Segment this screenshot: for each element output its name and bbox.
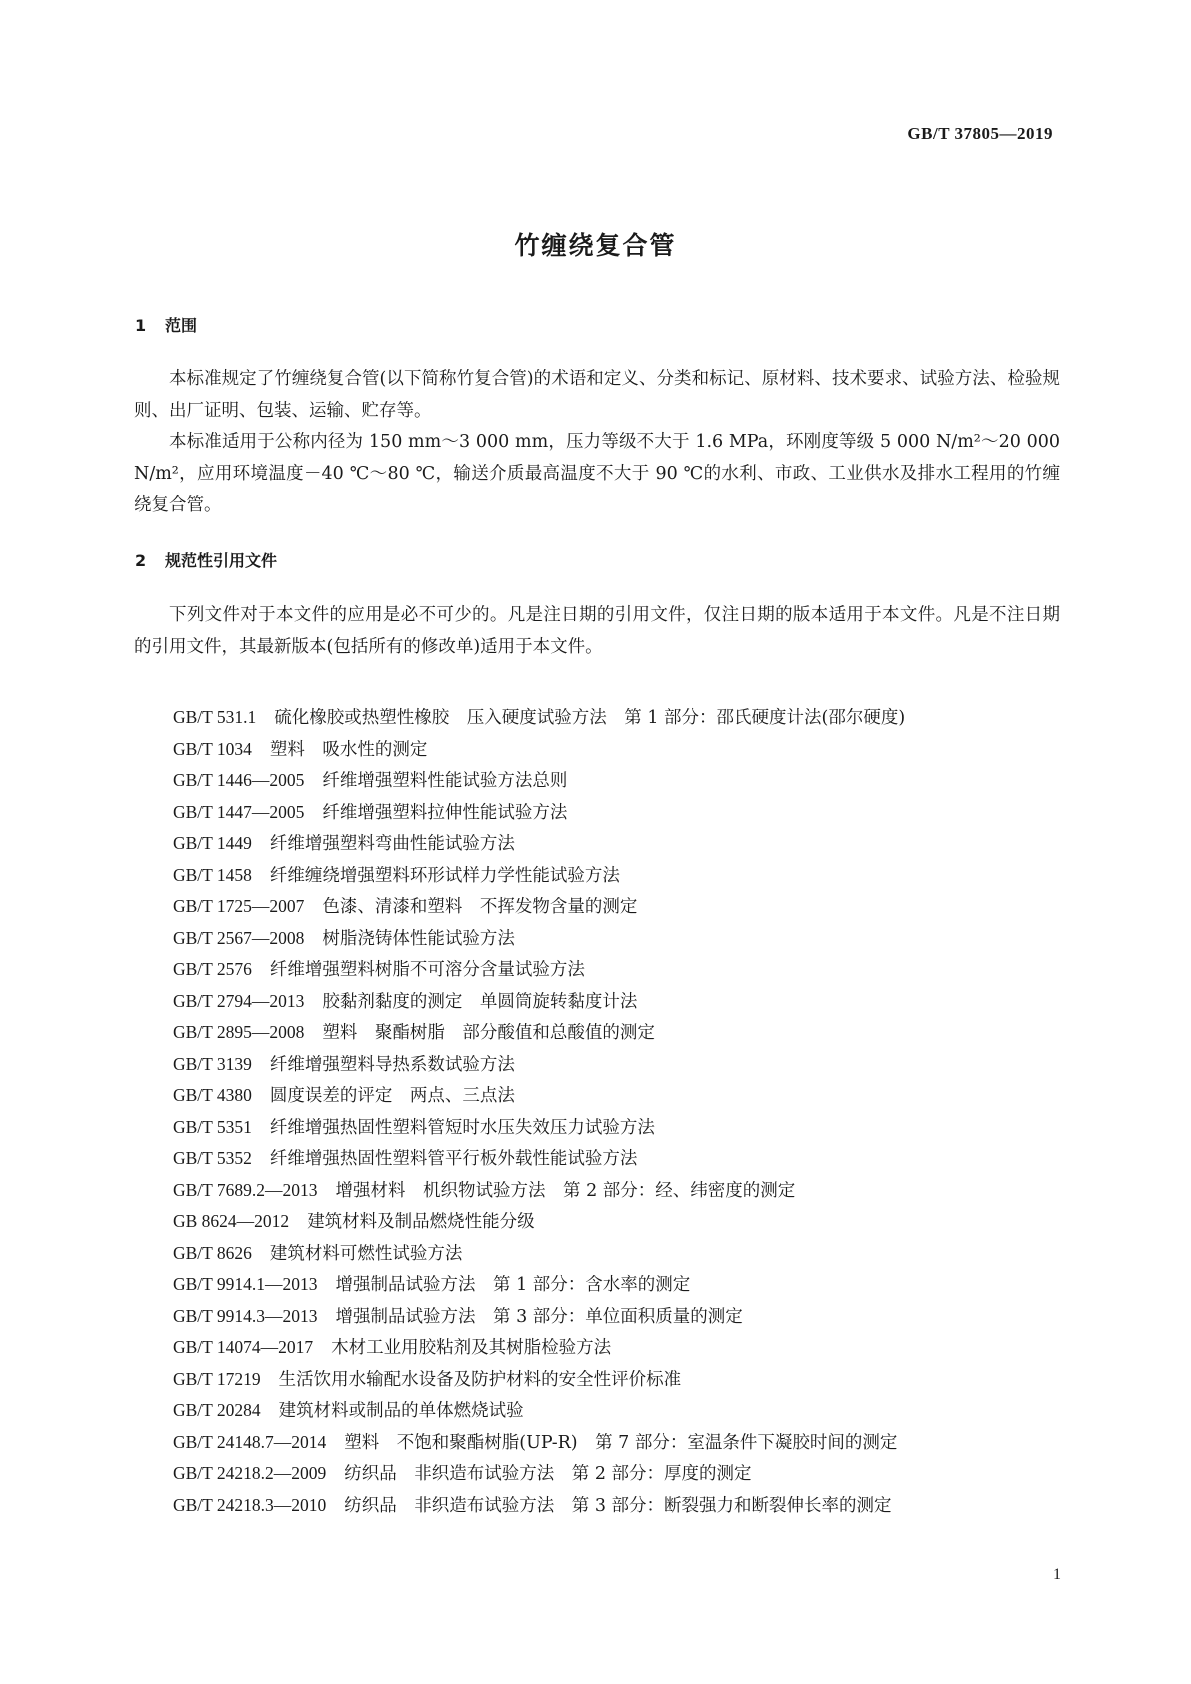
reference-item bbox=[173, 954, 1073, 986]
reference-item bbox=[173, 797, 1073, 829]
reference-code: GB/T 2895—2008 bbox=[173, 1022, 305, 1042]
reference-item bbox=[173, 860, 1073, 892]
reference-code: GB/T 1447—2005 bbox=[173, 801, 305, 822]
reference-title: 纺织品 非织造布试验方法 第 3 部分：断裂强力和断裂伸长率的测定 bbox=[344, 1495, 892, 1516]
reference-title: 塑料 吸水性的测定 bbox=[269, 739, 428, 760]
reference-code: GB/T 24148.7—2014 bbox=[173, 1431, 327, 1452]
reference-item bbox=[173, 1395, 1073, 1427]
section-1-paragraph-2: 本标准适用于公称内径为 150 mm～3 000 mm，压力等级不大于 1.6 MPa，环刚度等级 5 000 N/m²～20 000 N/m²，应用环境温度－40 ℃～80 ℃，输送介质最高温度不大于 90 ℃的水利、市政、工业供水及排水工程用的竹缠绕复合管。 bbox=[134, 432, 1060, 515]
reference-title: 生活饮用水输配水设备及防护材料的安全性评价标准 bbox=[278, 1369, 682, 1390]
reference-title: 纤维增强塑料性能试验方法总则 bbox=[322, 771, 568, 791]
reference-code: GB/T 3139 bbox=[173, 1053, 252, 1074]
section-number: 2 bbox=[135, 551, 147, 570]
reference-code: GB/T 17219 bbox=[173, 1368, 261, 1389]
document-title: 竹缠绕复合管 bbox=[514, 231, 677, 260]
reference-item bbox=[173, 1490, 1073, 1522]
page-number: 1 bbox=[1053, 1566, 1061, 1583]
reference-title: 硫化橡胶或热塑性橡胶 压入硬度试验方法 第 1 部分：邵氏硬度计法(邵尔硬度) bbox=[274, 708, 906, 728]
reference-item bbox=[173, 1364, 1073, 1396]
reference-title: 纤维增强塑料拉伸性能试验方法 bbox=[322, 802, 568, 823]
reference-title: 增强材料 机织物试验方法 第 2 部分：经、纬密度的测定 bbox=[335, 1180, 796, 1201]
section-1-paragraph-1: 本标准规定了竹缠绕复合管(以下简称竹复合管)的术语和定义、分类和标记、原材料、技术要求、试验方法、检验规则、出厂证明、包装、运输、贮存等。 bbox=[134, 369, 1060, 421]
reference-title: 塑料 聚酯树脂 部分酸值和总酸值的测定 bbox=[322, 1023, 655, 1043]
reference-item bbox=[173, 1206, 1073, 1238]
reference-item bbox=[173, 1175, 1073, 1207]
reference-code: GB/T 1034 bbox=[173, 738, 252, 759]
reference-title: 建筑材料可燃性试验方法 bbox=[269, 1243, 463, 1264]
reference-code: GB/T 1458 bbox=[173, 864, 252, 885]
reference-item bbox=[173, 734, 1073, 766]
reference-code: GB/T 5351 bbox=[173, 1116, 252, 1137]
reference-item bbox=[173, 828, 1073, 860]
reference-title: 建筑材料及制品燃烧性能分级 bbox=[307, 1212, 535, 1232]
reference-item bbox=[173, 765, 1073, 797]
reference-item bbox=[173, 923, 1073, 955]
reference-code: GB/T 2794—2013 bbox=[173, 990, 305, 1011]
reference-item bbox=[173, 1143, 1073, 1175]
reference-code: GB 8624—2012 bbox=[173, 1211, 290, 1231]
reference-item bbox=[173, 1427, 1073, 1459]
reference-item bbox=[173, 891, 1073, 923]
reference-title: 纤维增强热固性塑料管平行板外载性能试验方法 bbox=[269, 1149, 638, 1169]
reference-item bbox=[173, 986, 1073, 1018]
reference-code: GB/T 1449 bbox=[173, 833, 252, 853]
reference-item bbox=[173, 702, 1073, 734]
reference-item bbox=[173, 1301, 1073, 1333]
reference-code: GB/T 5352 bbox=[173, 1148, 252, 1168]
section-title: 规范性引用文件 bbox=[165, 551, 278, 570]
reference-title: 纤维缠绕增强塑料环形试样力学性能试验方法 bbox=[269, 865, 620, 886]
reference-title: 胶黏剂黏度的测定 单圆筒旋转黏度计法 bbox=[322, 991, 638, 1012]
reference-code: GB/T 4380 bbox=[173, 1085, 252, 1105]
reference-item bbox=[173, 1269, 1073, 1301]
reference-title: 纤维增强塑料树脂不可溶分含量试验方法 bbox=[269, 960, 585, 980]
reference-code: GB/T 1725—2007 bbox=[173, 896, 305, 916]
reference-item bbox=[173, 1017, 1073, 1049]
reference-code: GB/T 2567—2008 bbox=[173, 927, 305, 948]
reference-title: 增强制品试验方法 第 3 部分：单位面积质量的测定 bbox=[335, 1306, 743, 1327]
section-2-heading bbox=[135, 548, 277, 571]
reference-item bbox=[173, 1332, 1073, 1364]
reference-code: GB/T 14074—2017 bbox=[173, 1337, 314, 1357]
reference-code: GB/T 20284 bbox=[173, 1400, 261, 1420]
section-1-heading bbox=[135, 313, 197, 336]
standard-code: GB/T 37805—2019 bbox=[907, 124, 1053, 143]
reference-title: 建筑材料或制品的单体燃烧试验 bbox=[278, 1401, 524, 1421]
reference-title: 树脂浇铸体性能试验方法 bbox=[322, 928, 515, 949]
reference-code: GB/T 1446—2005 bbox=[173, 770, 305, 790]
reference-title: 色漆、清漆和塑料 不挥发物含量的测定 bbox=[322, 897, 638, 917]
reference-code: GB/T 24218.3—2010 bbox=[173, 1494, 327, 1515]
normative-references-list bbox=[173, 702, 1073, 1521]
section-title: 范围 bbox=[165, 316, 198, 335]
reference-code: GB/T 9914.1—2013 bbox=[173, 1274, 318, 1294]
reference-code: GB/T 9914.3—2013 bbox=[173, 1305, 318, 1326]
reference-title: 纺织品 非织造布试验方法 第 2 部分：厚度的测定 bbox=[344, 1464, 752, 1484]
reference-title: 木材工业用胶粘剂及其树脂检验方法 bbox=[331, 1338, 612, 1358]
section-number: 1 bbox=[135, 316, 147, 335]
reference-code: GB/T 24218.2—2009 bbox=[173, 1463, 327, 1483]
reference-item bbox=[173, 1112, 1073, 1144]
reference-item bbox=[173, 1049, 1073, 1081]
reference-title: 纤维增强塑料弯曲性能试验方法 bbox=[269, 834, 515, 854]
reference-title: 纤维增强塑料导热系数试验方法 bbox=[269, 1054, 515, 1075]
reference-item bbox=[173, 1458, 1073, 1490]
reference-title: 塑料 不饱和聚酯树脂(UP-R) 第 7 部分：室温条件下凝胶时间的测定 bbox=[344, 1432, 898, 1453]
reference-title: 圆度误差的评定 两点、三点法 bbox=[269, 1086, 515, 1106]
reference-title: 纤维增强热固性塑料管短时水压失效压力试验方法 bbox=[269, 1117, 655, 1138]
reference-item bbox=[173, 1238, 1073, 1270]
section-2-paragraph-1: 下列文件对于本文件的应用是必不可少的。凡是注日期的引用文件，仅注日期的版本适用于本文件。凡是不注日期的引用文件，其最新版本(包括所有的修改单)适用于本文件。 bbox=[134, 605, 1060, 657]
reference-item bbox=[173, 1080, 1073, 1112]
reference-code: GB/T 7689.2—2013 bbox=[173, 1179, 318, 1200]
reference-code: GB/T 8626 bbox=[173, 1242, 252, 1263]
reference-code: GB/T 2576 bbox=[173, 959, 252, 979]
reference-code: GB/T 531.1 bbox=[173, 707, 257, 727]
reference-title: 增强制品试验方法 第 1 部分：含水率的测定 bbox=[335, 1275, 691, 1295]
